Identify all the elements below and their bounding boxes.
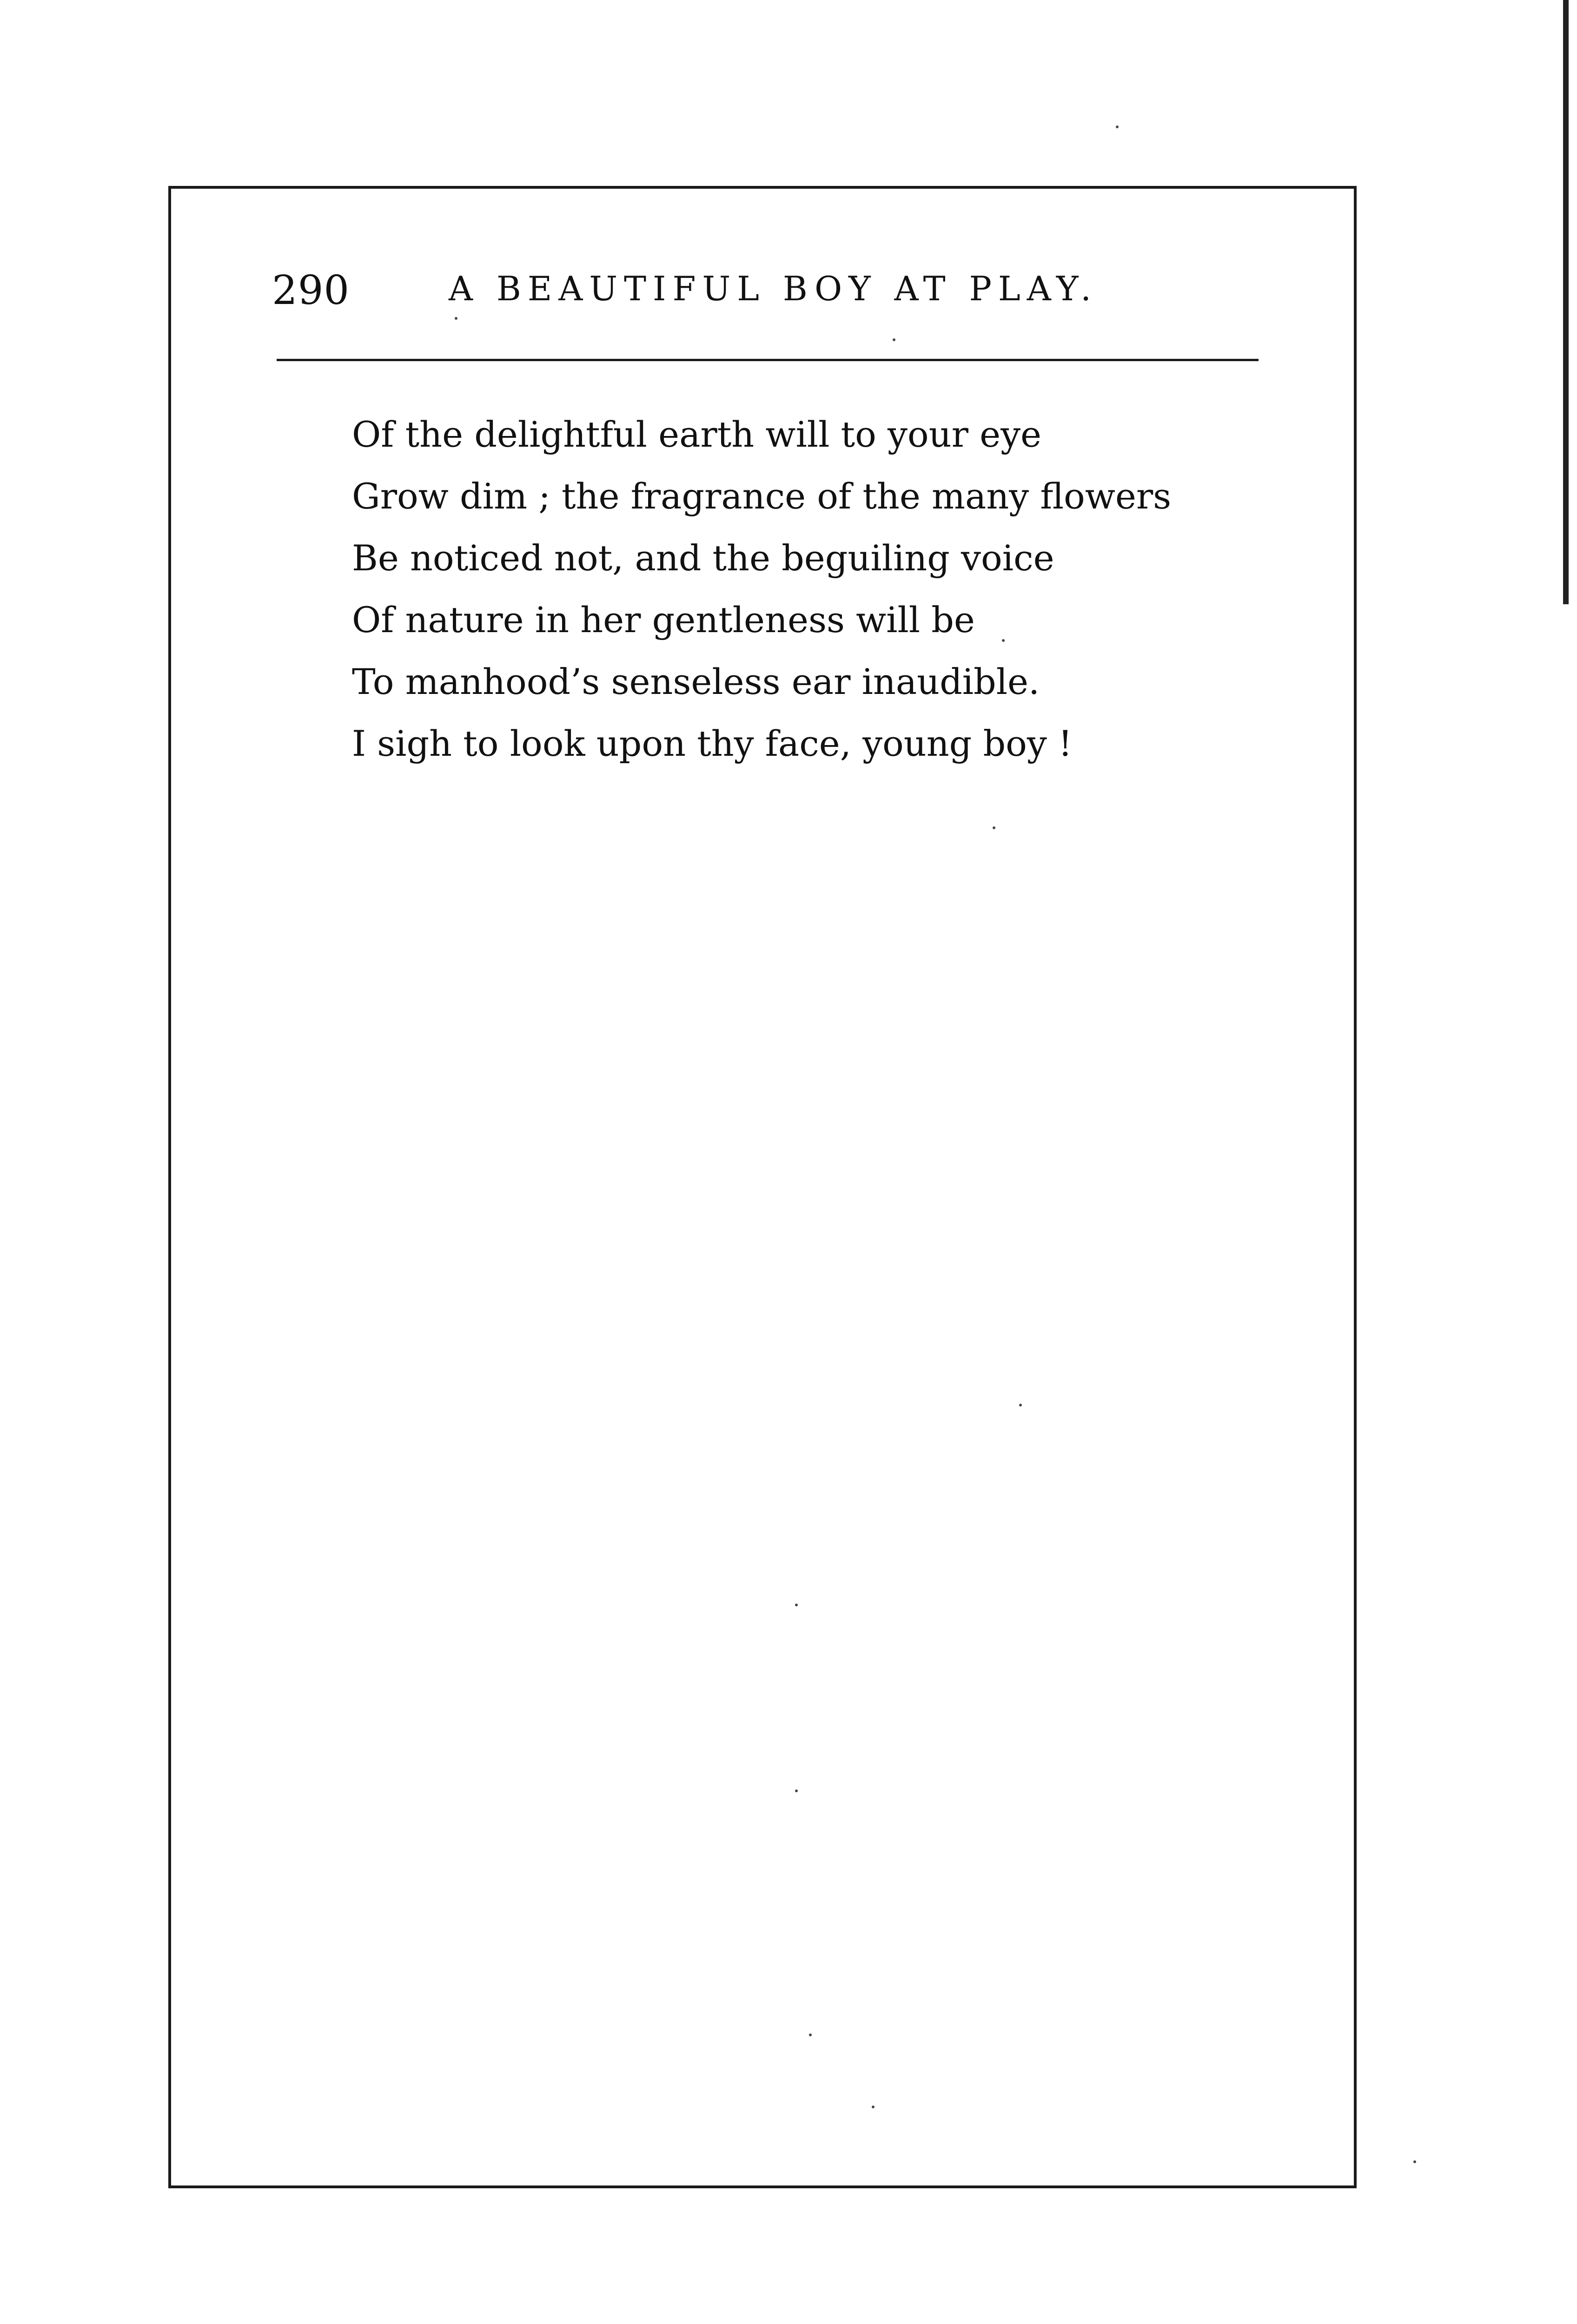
scan-edge-shadow [1563, 0, 1569, 604]
scan-speck [1019, 1404, 1022, 1406]
verse-line: Of nature in her gentleness will be [352, 599, 975, 640]
header-rule [277, 359, 1259, 361]
running-head [272, 258, 1258, 318]
verse-line: Be noticed not, and the beguiling voice [352, 537, 1054, 579]
verse-line: To manhood’s senseless ear inaudible. [352, 661, 1040, 702]
scan-speck [872, 2106, 875, 2108]
verse-line: Of the delightful earth will to your eye [352, 414, 1042, 455]
scan-edge-mark [590, 2317, 711, 2324]
scan-speck [1116, 125, 1119, 128]
scan-speck [809, 2034, 812, 2036]
scan-speck [993, 826, 995, 829]
verse-line: I sigh to look upon thy face, young boy ! [352, 723, 1073, 764]
scan-speck [795, 1789, 798, 1792]
scan-speck [1002, 639, 1005, 642]
scan-speck [795, 1604, 798, 1606]
verse-line: Grow dim ; the fragrance of the many flowers [352, 475, 1172, 517]
poem-stanza [352, 403, 1235, 774]
scan-speck [455, 317, 457, 320]
page-number: 290 [272, 267, 350, 314]
scan-speck [893, 338, 895, 341]
running-title: A BEAUTIFUL BOY AT PLAY. [449, 269, 1098, 308]
scan-speck [1413, 2160, 1416, 2163]
